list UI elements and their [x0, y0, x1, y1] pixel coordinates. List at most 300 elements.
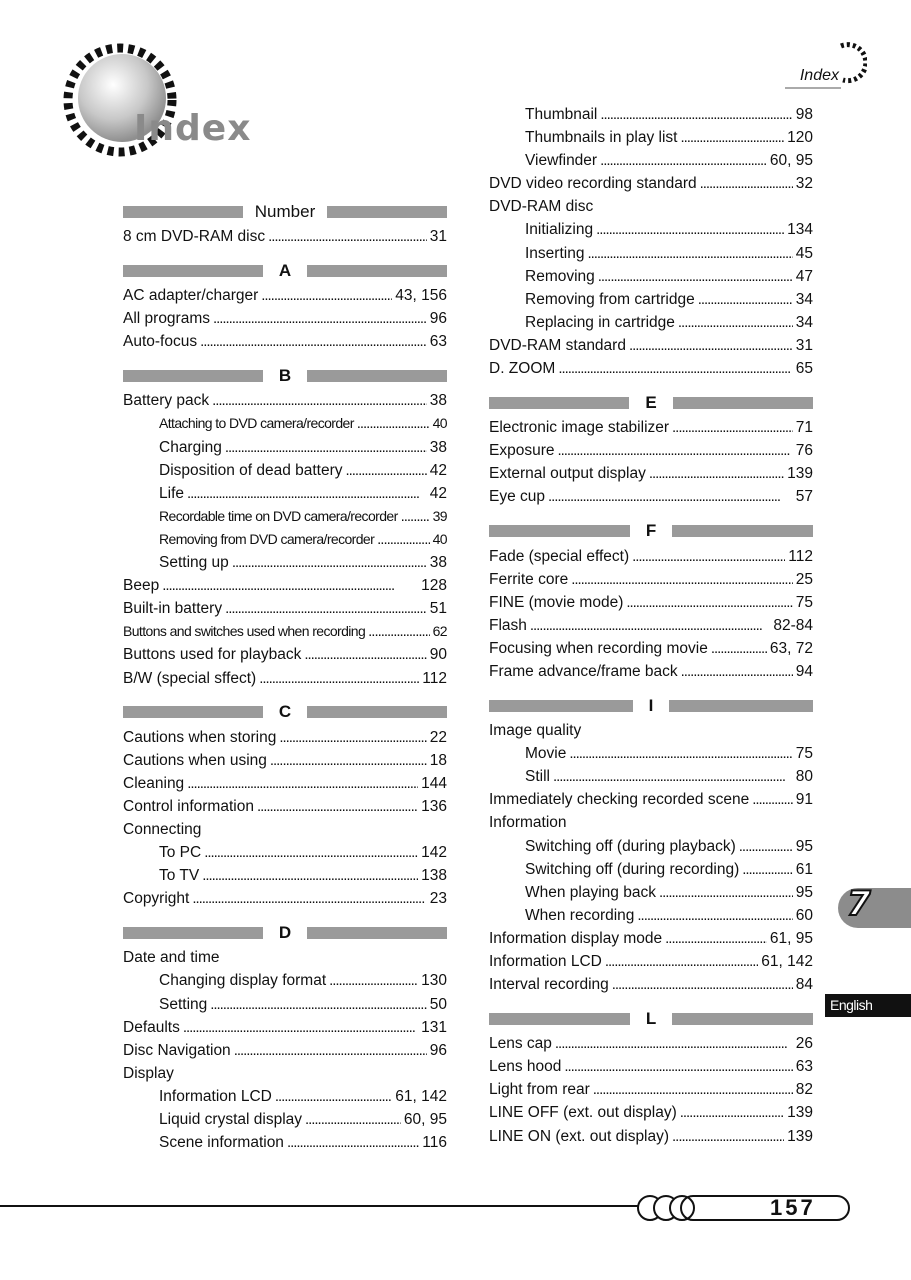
dot-leader: [200, 330, 427, 353]
section-letter: I: [648, 695, 654, 715]
index-entry: [489, 904, 813, 927]
dot-leader: [612, 973, 793, 996]
index-entry: [489, 545, 813, 568]
dot-leader: [569, 742, 792, 765]
index-entry: [489, 265, 813, 288]
index-entry: [489, 660, 813, 683]
section-header: [489, 391, 813, 414]
dot-leader: [305, 1108, 401, 1131]
entry-page: 63, 72: [769, 639, 813, 657]
dot-leader: [678, 311, 793, 334]
entry-text: Copyright: [123, 890, 190, 908]
dot-leader: [213, 307, 427, 330]
dot-leader: [752, 788, 793, 811]
dot-leader: [257, 795, 418, 818]
index-entry: [123, 284, 447, 307]
entry-page: 116: [422, 1134, 447, 1152]
entry-text: To PC: [159, 844, 202, 862]
section-letter: L: [645, 1008, 657, 1028]
entry-text: Switching off (during recording): [525, 860, 740, 878]
entry-text: Cleaning: [123, 774, 185, 792]
dot-leader: [665, 927, 767, 950]
entry-text: Initializing: [525, 221, 594, 239]
entry-text: Ferrite core: [489, 570, 569, 588]
entry-page: 80: [795, 768, 813, 786]
entry-text: Frame advance/frame back: [489, 662, 678, 680]
entry-text: Interval recording: [489, 976, 609, 994]
dot-leader: [377, 528, 429, 551]
index-entry: [123, 772, 447, 795]
entry-text: Viewfinder: [525, 152, 598, 170]
entry-page: 139: [787, 1104, 813, 1122]
entry-text: Display: [123, 1064, 174, 1082]
index-entry: [489, 568, 813, 591]
entry-text: External output display: [489, 465, 646, 483]
entry-page: 75: [795, 745, 813, 763]
entry-page: 40: [432, 530, 447, 547]
section-bar: [672, 1013, 813, 1025]
section-bar: [673, 397, 813, 409]
entry-text: Removing from cartridge: [525, 290, 695, 308]
dot-leader: [587, 242, 792, 265]
dot-leader: [279, 726, 426, 749]
entry-page: 42: [429, 484, 447, 502]
entry-text: Liquid crystal display: [159, 1111, 303, 1128]
index-entry: [489, 811, 813, 834]
entry-text: Fade (special effect): [489, 547, 630, 565]
index-entry: [123, 726, 447, 749]
entry-text: Removing from DVD camera/recorder: [159, 530, 375, 547]
index-entry: [489, 218, 813, 241]
index-entry: [489, 835, 813, 858]
dot-leader: [401, 505, 430, 528]
dot-leader: [187, 482, 427, 505]
entry-text: Eye cup: [489, 488, 546, 506]
entry-text: Recordable time on DVD camera/recorder: [159, 507, 398, 524]
page-title: Index: [134, 108, 252, 149]
dot-leader: [368, 620, 429, 643]
entry-text: Replacing in cartridge: [525, 313, 675, 331]
index-entry: [123, 436, 447, 459]
index-entry: [489, 637, 813, 660]
dot-leader: [225, 597, 427, 620]
entry-page: 62: [432, 623, 447, 640]
dot-leader: [558, 357, 792, 380]
entry-page: 91: [795, 791, 813, 809]
chapter-number: 7: [847, 884, 871, 924]
index-entry: [123, 887, 447, 910]
entry-page: 18: [429, 751, 447, 769]
index-entry: [123, 818, 447, 841]
dot-leader: [548, 485, 793, 508]
index-entry: [123, 620, 447, 643]
corner-rule: [785, 87, 841, 89]
entry-page: 40: [432, 415, 447, 432]
entry-page: 60: [795, 906, 813, 924]
dot-leader: [598, 265, 793, 288]
dot-leader: [680, 126, 784, 149]
index-entry: [489, 973, 813, 996]
entry-text: When playing back: [525, 883, 656, 901]
section-bar: [327, 206, 447, 218]
entry-text: Life: [159, 484, 184, 502]
index-entry: [489, 462, 813, 485]
index-entry: [123, 643, 447, 666]
entry-page: 63: [429, 333, 447, 351]
page-number: 157: [770, 1195, 816, 1220]
index-entry: [123, 528, 447, 551]
index-entry: [123, 412, 447, 435]
entry-page: 84: [795, 976, 813, 994]
dot-leader: [600, 103, 792, 126]
section-header: [123, 259, 447, 282]
section-bar: [123, 265, 263, 277]
index-entry: [489, 288, 813, 311]
entry-page: 120: [787, 129, 813, 147]
entry-page: 61, 142: [761, 953, 813, 970]
section-bar: [123, 927, 263, 939]
entry-page: 95: [795, 883, 813, 901]
index-entry: [489, 742, 813, 765]
dot-leader: [681, 660, 793, 683]
entry-page: 138: [421, 867, 447, 885]
section-bar: [307, 927, 447, 939]
index-entry: [123, 1085, 447, 1108]
entry-page: 57: [795, 488, 813, 506]
index-entry: [123, 864, 447, 887]
entry-page: 31: [795, 336, 813, 354]
entry-page: 76: [795, 442, 813, 460]
dot-leader: [659, 881, 793, 904]
entry-text: Connecting: [123, 820, 202, 838]
index-entry: [123, 1062, 447, 1085]
dot-leader: [210, 993, 426, 1016]
dot-leader: [261, 284, 392, 307]
section-header: [123, 921, 447, 944]
index-entry: [123, 551, 447, 574]
index-entry: [123, 993, 447, 1016]
entry-text: D. ZOOM: [489, 360, 556, 378]
index-entry: [123, 597, 447, 620]
dot-leader: [672, 1125, 784, 1148]
dot-leader: [329, 969, 418, 992]
index-entry: [123, 795, 447, 818]
index-entry: [123, 574, 447, 597]
section-bar: [307, 706, 447, 718]
language-tab: English: [825, 994, 911, 1017]
index-entry: [489, 195, 813, 218]
entry-page: 136: [421, 797, 447, 815]
dot-leader: [698, 288, 793, 311]
dot-leader: [637, 904, 792, 927]
dot-leader: [275, 1085, 392, 1108]
entry-text: Thumbnails in play list: [525, 129, 678, 147]
index-entry: [489, 439, 813, 462]
section-letter: A: [278, 260, 292, 280]
section-letter: F: [645, 521, 657, 540]
dot-leader: [593, 1078, 793, 1101]
index-entry: [489, 858, 813, 881]
entry-page: 112: [422, 669, 447, 687]
entry-page: 144: [421, 774, 447, 792]
index-entry: [489, 765, 813, 788]
entry-page: 63: [795, 1058, 813, 1076]
dot-leader: [553, 765, 793, 788]
section-letter: C: [278, 702, 292, 722]
entry-text: Cautions when using: [123, 751, 267, 769]
section-header: [489, 694, 813, 717]
section-bar: [669, 700, 813, 712]
dot-leader: [571, 568, 793, 591]
entry-page: 142: [421, 844, 447, 862]
index-entry: [489, 357, 813, 380]
entry-text: Information LCD: [159, 1087, 272, 1105]
section-header: [123, 364, 447, 387]
index-entry: [489, 614, 813, 637]
entry-text: Focusing when recording movie: [489, 639, 708, 657]
section-header: [123, 200, 447, 223]
dot-leader: [212, 389, 427, 412]
entry-page: 26: [795, 1035, 813, 1053]
dot-leader: [530, 614, 770, 637]
entry-text: Removing: [525, 267, 595, 285]
index-entry: [123, 330, 447, 353]
dot-leader: [649, 462, 784, 485]
entry-text: Electronic image stabilizer: [489, 419, 670, 437]
entry-text: DVD-RAM standard: [489, 336, 626, 354]
index-entry: [123, 1131, 447, 1154]
dot-leader: [268, 225, 427, 248]
entry-text: AC adapter/charger: [123, 287, 259, 305]
index-entry: [489, 1078, 813, 1101]
entry-page: 61: [795, 860, 813, 878]
entry-text: Cautions when storing: [123, 728, 277, 746]
dot-leader: [605, 950, 758, 973]
entry-text: DVD video recording standard: [489, 175, 697, 193]
entry-text: Changing display format: [159, 972, 327, 990]
entry-text: Still: [525, 768, 550, 786]
index-entry: [123, 482, 447, 505]
index-entry: [489, 1101, 813, 1124]
entry-page: 23: [429, 890, 447, 908]
entry-page: 71: [795, 419, 813, 437]
entry-text: Beep: [123, 577, 160, 595]
index-entry: [123, 1108, 447, 1131]
entry-page: 32: [795, 175, 813, 193]
index-entry: [489, 788, 813, 811]
entry-page: 139: [787, 1127, 813, 1145]
entry-page: 61, 142: [395, 1087, 447, 1105]
dot-leader: [204, 841, 418, 864]
dot-leader: [162, 574, 418, 597]
index-entry: [489, 334, 813, 357]
entry-page: 38: [429, 392, 447, 410]
entry-text: Switching off (during playback): [525, 837, 736, 855]
entry-page: 134: [787, 221, 813, 239]
entry-text: Flash: [489, 616, 527, 634]
section-letter: E: [645, 392, 657, 412]
dot-leader: [183, 1016, 418, 1039]
entry-text: LINE OFF (ext. out display): [489, 1104, 677, 1122]
entry-text: Charging: [159, 438, 222, 456]
entry-page: 60, 95: [769, 152, 813, 170]
entry-text: Control information: [123, 797, 254, 815]
section-bar: [307, 265, 447, 277]
entry-page: 131: [421, 1018, 447, 1036]
section-header: [123, 701, 447, 724]
title-ornament: [60, 40, 190, 170]
entry-page: 38: [429, 554, 447, 572]
dot-leader: [629, 334, 793, 357]
entry-page: 25: [795, 570, 813, 588]
entry-text: Built-in battery: [123, 600, 223, 618]
index-entry: [123, 667, 447, 690]
dot-leader: [555, 1032, 793, 1055]
index-entry: [123, 841, 447, 864]
dot-leader: [600, 149, 767, 172]
section-bar: [489, 700, 633, 712]
entry-page: 61, 95: [769, 929, 813, 947]
section-bar: [123, 706, 263, 718]
dot-leader: [357, 412, 430, 435]
dot-leader: [232, 551, 427, 574]
index-entry: [489, 149, 813, 172]
section-bar: [489, 1013, 630, 1025]
entry-text: Disc Navigation: [123, 1041, 231, 1059]
entry-page: 34: [795, 313, 813, 331]
entry-page: 139: [787, 465, 813, 483]
dot-leader: [234, 1039, 427, 1062]
index-entry: [489, 881, 813, 904]
dot-leader: [700, 172, 793, 195]
entry-page: 90: [429, 646, 447, 664]
index-entry: [489, 950, 813, 973]
section-letter: Number: [254, 201, 316, 221]
entry-text: Movie: [525, 745, 567, 763]
dot-leader: [346, 459, 427, 482]
index-column-left: [123, 200, 447, 1154]
entry-text: To TV: [159, 867, 200, 885]
entry-text: Image quality: [489, 722, 582, 740]
section-letter: D: [278, 922, 292, 942]
entry-text: Thumbnail: [525, 106, 598, 123]
index-entry: [489, 485, 813, 508]
entry-page: 112: [788, 547, 813, 565]
index-entry: [123, 1016, 447, 1039]
entry-text: Information LCD: [489, 953, 602, 970]
section-bar: [489, 397, 629, 409]
dot-leader: [711, 637, 767, 660]
dot-leader: [187, 772, 418, 795]
index-entry: [489, 591, 813, 614]
entry-page: 128: [421, 577, 447, 595]
entry-text: DVD-RAM disc: [489, 198, 594, 216]
entry-text: B/W (special sffect): [123, 669, 257, 687]
entry-text: Buttons and switches used when recording: [123, 623, 366, 640]
dot-leader: [564, 1055, 792, 1078]
entry-text: Setting up: [159, 554, 229, 572]
entry-text: Defaults: [123, 1018, 180, 1036]
entry-page: 45: [795, 244, 813, 262]
index-entry: [489, 719, 813, 742]
index-entry: [123, 505, 447, 528]
index-column-right: [489, 103, 813, 1148]
entry-page: 82-84: [773, 616, 813, 634]
entry-page: 38: [429, 438, 447, 456]
entry-text: Information display mode: [489, 929, 663, 947]
index-entry: [123, 1039, 447, 1062]
entry-text: All programs: [123, 310, 210, 328]
entry-page: 98: [795, 106, 813, 123]
dot-leader: [202, 864, 418, 887]
entry-page: 42: [429, 461, 447, 479]
entry-text: Exposure: [489, 442, 555, 460]
section-header: [489, 520, 813, 543]
index-entry: [123, 307, 447, 330]
dot-leader: [626, 591, 792, 614]
entry-text: Auto-focus: [123, 333, 198, 351]
dot-leader: [739, 835, 793, 858]
entry-page: 65: [795, 360, 813, 378]
index-entry: [489, 172, 813, 195]
entry-text: Scene information: [159, 1134, 284, 1152]
section-letter: B: [278, 365, 292, 385]
dot-leader: [680, 1101, 784, 1124]
entry-page: 34: [795, 290, 813, 308]
entry-text: Disposition of dead battery: [159, 461, 343, 479]
corner-label: Index: [799, 67, 839, 84]
entry-page: 94: [795, 662, 813, 680]
entry-page: 31: [429, 228, 447, 245]
entry-page: 50: [429, 995, 447, 1013]
footer-rule: [0, 1205, 640, 1207]
dot-leader: [225, 436, 427, 459]
entry-text: Date and time: [123, 949, 220, 967]
dot-leader: [270, 749, 427, 772]
dot-leader: [557, 439, 792, 462]
entry-page: 43, 156: [395, 287, 447, 305]
dot-leader: [259, 667, 419, 690]
dot-leader: [672, 416, 793, 439]
entry-text: Immediately checking recorded scene: [489, 791, 750, 809]
entry-page: 47: [795, 267, 813, 285]
index-entry: [123, 969, 447, 992]
entry-text: Information: [489, 814, 567, 832]
index-entry: [489, 1125, 813, 1148]
entry-text: Setting: [159, 995, 208, 1013]
entry-text: Buttons used for playback: [123, 646, 302, 664]
index-entry: [489, 311, 813, 334]
index-entry: [489, 1032, 813, 1055]
corner-ornament: [837, 40, 867, 85]
dot-leader: [596, 218, 784, 241]
entry-text: Lens hood: [489, 1058, 562, 1076]
entry-text: Battery pack: [123, 392, 210, 410]
entry-page: 60, 95: [403, 1111, 447, 1128]
entry-page: 82: [795, 1081, 813, 1099]
entry-page: 22: [429, 728, 447, 746]
section-bar: [307, 370, 447, 382]
page-number-frame: [680, 1195, 850, 1221]
index-entry: [123, 389, 447, 412]
index-entry: [489, 416, 813, 439]
entry-text: 8 cm DVD-RAM disc: [123, 228, 266, 245]
entry-page: 75: [795, 593, 813, 611]
entry-page: 96: [429, 310, 447, 328]
entry-page: 95: [795, 837, 813, 855]
index-entry: [489, 242, 813, 265]
entry-text: Light from rear: [489, 1081, 590, 1099]
